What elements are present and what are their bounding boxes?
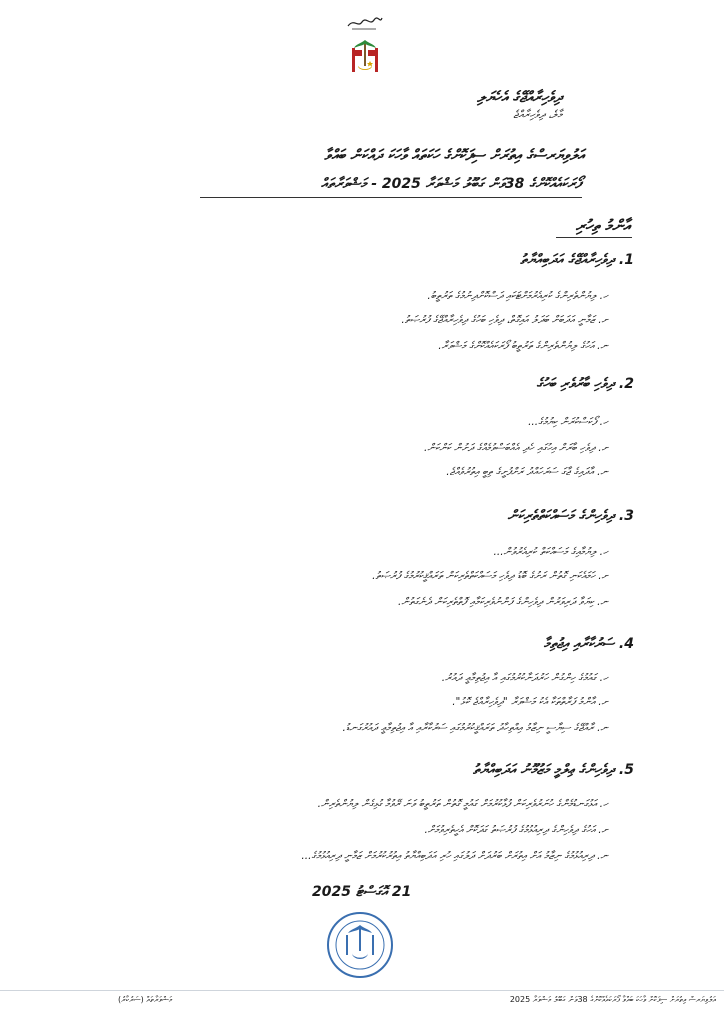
organization-name: ދިވެހިރާއްޖޭގެ އެހެޔަލި	[477, 88, 562, 106]
section-number: 3.	[618, 508, 634, 524]
document-subtitle: ފޯރަކައެއްކޮށްގެ 38ވަން ގަބޫލު މަޝްވަރާ 2025 - މަޝްވަރާތައް	[321, 176, 581, 192]
document-date: 21 އޮގަސްޓު 2025	[312, 884, 412, 900]
agenda-item: ށ. ޒަމާނީ އަދަބަށް ބަދަލު އައިގޮތް، ދިވެހި ބަހުގެ ދިވެހިރާއްޖޭގެ ފުރުޞަތު.	[401, 314, 608, 326]
agenda-item: ނ. އާދައިގެ ޖާގަ ސަރަހައްދު ރަށްފުށީގެ ތިބީ އިތުރުވެއްޖެ.	[446, 466, 608, 478]
section-title: ދިވެހި ބާރުވެރި ބަހުގެ	[536, 376, 615, 392]
bismillah-calligraphy	[346, 14, 384, 32]
footer-divider	[0, 990, 724, 991]
section-number: 4.	[618, 636, 634, 652]
section-heading	[544, 636, 634, 652]
title-underline	[200, 197, 582, 198]
footer-document-title: އަލުވިޔަރސް އިތުރަށް ސިފަކޮށް ވާހަކަ ބައްވާ ފޯރަކައެއްކޮށްގެ 38ވަން ގަބޫލު މަޝްވަރާ 2025	[509, 995, 716, 1004]
organization-location: މާލެ، ދިވެހިރާއްޖެ	[513, 108, 562, 121]
agenda-item: ށ. އަހުގެ ދިވެހިންގެ ދިރިއުޅުމުގެ ފުރުޞަތު ގަދަކޮށް އެހީތެރިވުމަށް.	[424, 824, 608, 836]
agenda-item: ށ. ހަމައެކަނި ގޮތުން ރަށުގެ ބޮޑު ދިވެހި މަސައްކަތްތެރިކަން ތަރައްޤީކުރުމުގެ ފުރުޞަތު.	[372, 570, 608, 582]
agenda-item: ހ. ލިޔުމާއިގެ މަސައްކަތް ކުރިއެރުވުން...	[493, 546, 608, 558]
state-emblem-icon	[348, 34, 382, 78]
agenda-heading: އާންމު ތިހުރި	[575, 216, 630, 235]
section-number: 5.	[618, 762, 634, 778]
agenda-item: ހ. އަޅުގަނޑުމެންގެ ހުނަރުވެރިކަން ފުޅާކުރުމަށް ގައުމީ ގޮތުން ތަރުތީބު ވަނަ ރޭވުމާ ގުޅިގެން ލިޔުންތެރިން.	[317, 798, 608, 810]
section-number: 1.	[618, 252, 634, 268]
agenda-item: ށ. ދިވެހި ބާރަށް އިހުގައި ހެދި އެއްބަސްވުމެއްގެ ދަށުން ކަންކަން.	[424, 442, 608, 454]
agenda-item: ހ. ގައުމުގެ ހިންގުން ހަރުދަނާކުރުމުގައި އާ އިޖުތިމާޢީ ދައުރު.	[441, 672, 608, 684]
agenda-item: ށ. އާންމު ފަރާތްތަކާ އެކު މަޝްވަރާ "ދިވެހިރާއްޖެ ކޮޅު".	[452, 696, 608, 708]
agenda-item: ހ. ފޯކަސްކުރަން ކިޔުމުގެ...	[528, 416, 608, 428]
agenda-item: ނ. ކިޔަވާ ދަރިވަރުން ދިވެހިންގެ ފަންނުވެރިކަމާއި ފޮތްތެރިކަން ދެނެގަތުން.	[398, 596, 608, 608]
section-title: ސަރުކާރާއި އިޖުތިމާ	[543, 636, 615, 652]
section-title: ދިވެހިންގެ ޢިލްމީ މަޒުމޫނު އަދަބިއްޔާތު	[472, 762, 615, 778]
agenda-underline	[556, 237, 632, 238]
section-heading	[537, 376, 634, 392]
section-heading	[473, 762, 634, 778]
official-seal-icon	[326, 911, 394, 979]
agenda-item: ނ. އަހުގެ ލިޔުންތެރިންގެ ތަރުތީބު ފޯރަކައެއްކޮށްގެ މަޝްވަރާ.	[438, 340, 608, 352]
section-title: ދިވެހިރާއްޖޭގެ އަދަބިއްޔާތު	[520, 252, 615, 268]
section-title: ދިވެހިންގެ މަސައްކަތްތެރިކަން	[507, 508, 615, 524]
document-title: އަލުވިޔަރސްގެ އިތުރަށް ސިފަކޮށްގެ ހަކަތައް ވާހަކަ ދައްކަން ބައްވާ	[324, 146, 584, 164]
agenda-item: ހ. ލިޔުންތެރިންގެ ކުރިއެރުމަށްޓަކައި ދަސްކޮށްދިނުމުގެ ތަރުތީބު.	[427, 290, 608, 302]
agenda-item: ނ. ރާއްޖޭގެ ސިޔާސީ ނިޒާމު އިއްތިހާދު ތަރައްޤީކުރުމުގައި ސަރުކާރާއި އާ އިޖުތިމާޢީ ދައުރުގަނޑު.	[342, 722, 608, 734]
section-number: 2.	[618, 376, 634, 392]
agenda-item: ނ. ދިރިއުޅުމުގެ ނިޒާމު އަށް އިތުރަށް ބަރުދަށް ދަލުގައި ހުރި އަދަބިއްޔާތު އިތުރުކުރުމަށް ޒަމާނީ ދިރިއުޅުމުގެ...	[301, 850, 608, 862]
footer-label: މަޝްވަރާތައް (ސަރުކާރު)	[118, 995, 173, 1004]
section-heading	[520, 252, 634, 268]
section-heading	[508, 508, 634, 524]
